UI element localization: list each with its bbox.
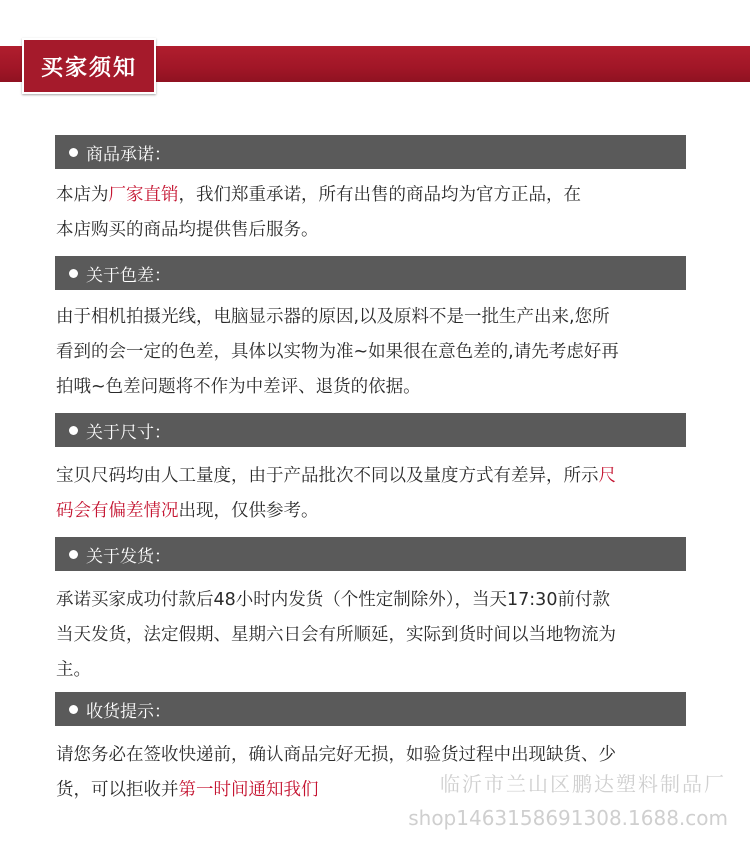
text-line bbox=[56, 335, 706, 370]
section-heading-label: 关于发货： bbox=[86, 546, 171, 567]
text-span: 由于相机拍摄光线，电脑显示器的原因,以及原料不是一批生产出来,您所 bbox=[56, 307, 610, 327]
section-heading-size bbox=[55, 413, 686, 447]
section-heading-shipping bbox=[55, 537, 686, 571]
section-heading-label: 关于色差： bbox=[86, 265, 171, 286]
text-span: 本店为 bbox=[56, 185, 109, 205]
text-span: 本店购买的商品均提供售后服务。 bbox=[56, 220, 319, 240]
text-span: 主。 bbox=[56, 660, 91, 680]
section-body-shipping bbox=[56, 583, 706, 688]
section-heading-color bbox=[55, 256, 686, 290]
bullet-icon bbox=[69, 550, 78, 559]
section-heading-label: 关于尺寸： bbox=[86, 422, 171, 443]
bullet-icon bbox=[69, 269, 78, 278]
text-line bbox=[56, 459, 706, 494]
page-title: 买家须知 bbox=[40, 55, 137, 81]
section-heading-label: 商品承诺： bbox=[86, 144, 171, 165]
text-line bbox=[56, 213, 706, 248]
text-span: ，我们郑重承诺，所有出售的商品均为官方正品，在 bbox=[178, 185, 581, 205]
text-span: 当天发货，法定假期、星期六日会有所顺延，实际到货时间以当地物流为 bbox=[56, 625, 616, 645]
bullet-icon bbox=[69, 705, 78, 714]
header-title-tab bbox=[22, 38, 156, 94]
section-body-size bbox=[56, 459, 706, 529]
text-span: 出现，仅供参考。 bbox=[178, 501, 319, 521]
watermark-shop-url: shop1463158691308.1688.com bbox=[408, 806, 728, 830]
section-heading-receiving bbox=[55, 692, 686, 726]
text-line bbox=[56, 618, 706, 653]
highlight-text: 厂家直销 bbox=[108, 185, 179, 205]
highlight-text: 尺 bbox=[598, 466, 616, 486]
text-span: 拍哦~色差问题将不作为中差评、退货的依据。 bbox=[56, 377, 421, 397]
highlight-text: 第一时间通知我们 bbox=[178, 780, 319, 800]
text-span: 宝贝尺码均由人工量度，由于产品批次不同以及量度方式有差异，所示 bbox=[56, 466, 599, 486]
section-heading-label: 收货提示： bbox=[86, 701, 171, 722]
text-span: 请您务必在签收快递前，确认商品完好无损，如验货过程中出现缺货、少 bbox=[56, 745, 616, 765]
watermark-company: 临沂市兰山区鹏达塑料制品厂 bbox=[440, 772, 726, 796]
bullet-icon bbox=[69, 426, 78, 435]
text-line bbox=[56, 178, 706, 213]
text-line bbox=[56, 653, 706, 688]
bullet-icon bbox=[69, 148, 78, 157]
section-body-promise bbox=[56, 178, 706, 248]
text-line bbox=[56, 370, 706, 405]
text-span: 货，可以拒收并 bbox=[56, 780, 179, 800]
text-line bbox=[56, 494, 706, 529]
section-heading-promise bbox=[55, 135, 686, 169]
text-line bbox=[56, 300, 706, 335]
text-line bbox=[56, 583, 706, 618]
section-body-color bbox=[56, 300, 706, 405]
highlight-text: 码会有偏差情况 bbox=[56, 501, 179, 521]
text-span: 承诺买家成功付款后48小时内发货（个性定制除外），当天17:30前付款 bbox=[56, 590, 610, 610]
text-span: 看到的会一定的色差，具体以实物为准~如果很在意色差的,请先考虑好再 bbox=[56, 342, 619, 362]
